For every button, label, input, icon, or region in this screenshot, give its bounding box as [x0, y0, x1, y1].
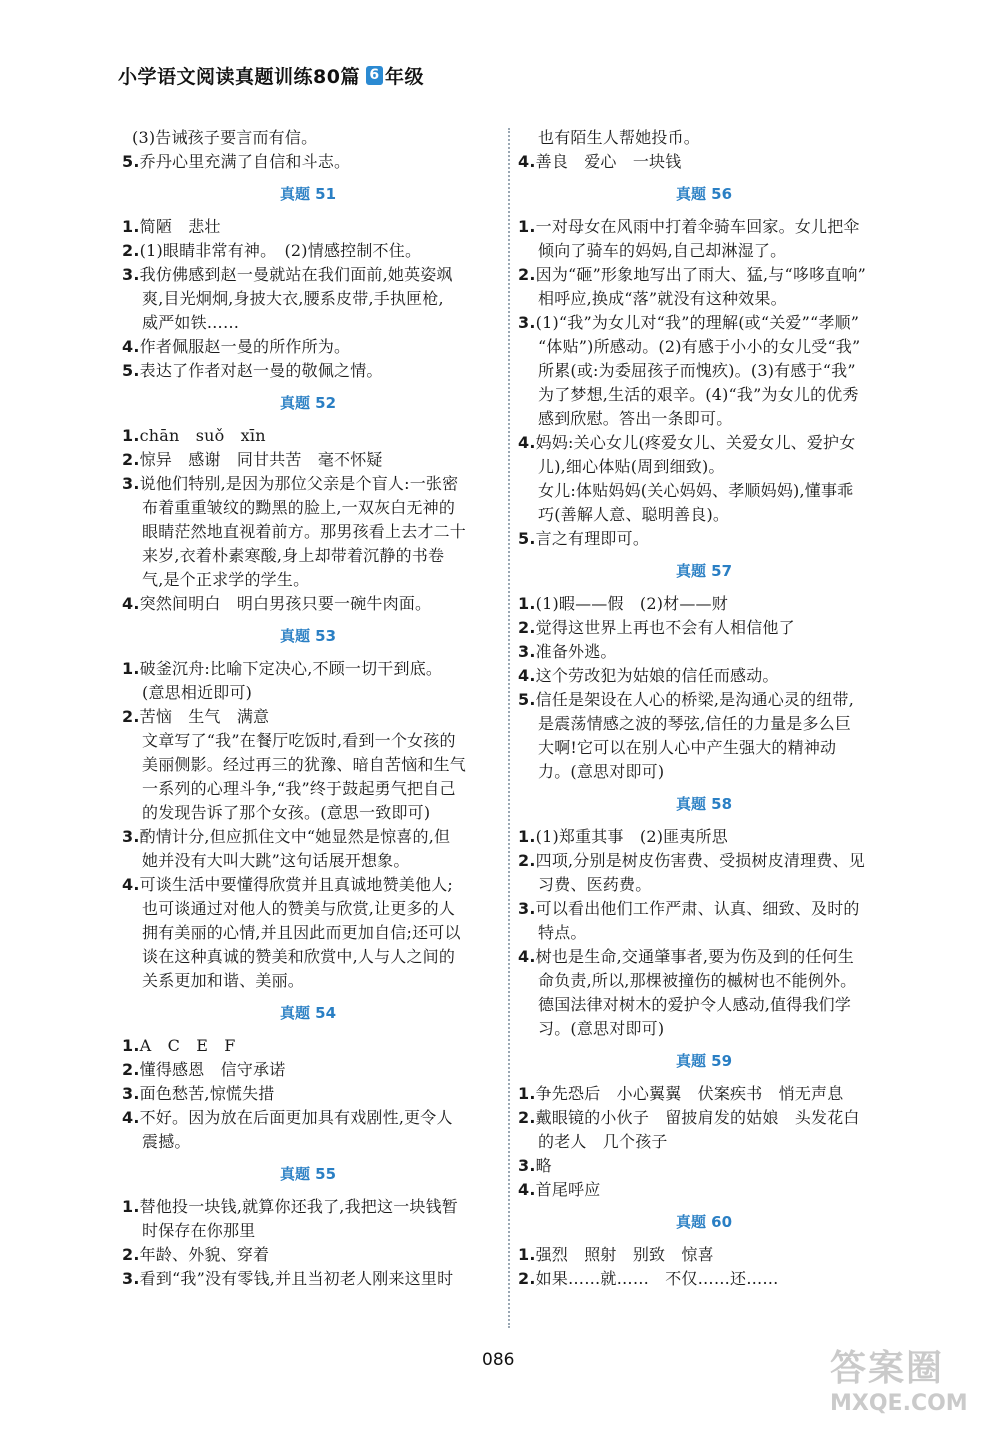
- page-number: 086: [482, 1350, 515, 1370]
- answer-text: 感到欣慰。答出一条即可。: [538, 409, 733, 428]
- section-heading: 真题 60: [675, 1213, 733, 1231]
- answer-item: [518, 1267, 890, 1291]
- answer-line: [122, 777, 494, 801]
- answer-text: 也可谈通过对他人的赞美与欣赏,让更多的人: [142, 899, 456, 918]
- section-heading: 真题 54: [279, 1004, 337, 1022]
- answer-text: 她并没有大叫大跳”这句话展开想象。: [142, 851, 410, 870]
- answer-line: [122, 287, 494, 311]
- answer-line: [122, 897, 494, 921]
- answer-item: [518, 311, 890, 335]
- answer-line: [122, 1130, 494, 1154]
- item-number: 2.: [518, 851, 536, 870]
- answer-text: 简陋 悲壮: [139, 217, 221, 236]
- item-number: 2.: [122, 450, 140, 469]
- answer-line: [518, 736, 890, 760]
- answer-text: 戴眼镜的小伙子 留披肩发的姑娘 头发花白: [535, 1108, 860, 1127]
- item-number: 1.: [518, 827, 536, 846]
- answer-item: [122, 1034, 494, 1058]
- answer-item: [122, 705, 494, 729]
- item-number: 4.: [122, 1108, 140, 1127]
- answer-line: [518, 1017, 890, 1041]
- answer-line: [122, 568, 494, 592]
- answer-item: [122, 359, 494, 383]
- answer-item: [122, 1106, 494, 1130]
- answer-text: (1)“我”为女儿对“我”的理解(或“关爱”“孝顺”: [535, 313, 860, 332]
- answer-text: 也有陌生人帮她投币。: [538, 128, 701, 147]
- item-number: 4.: [122, 337, 140, 356]
- answer-line: [518, 239, 890, 263]
- answer-text: 不好。因为放在后面更加具有戏剧性,更令人: [139, 1108, 453, 1127]
- section-heading: 真题 56: [675, 185, 733, 203]
- answer-line: [518, 335, 890, 359]
- answer-item: [122, 873, 494, 897]
- answer-item: [518, 664, 890, 688]
- answer-text: 眼睛茫然地直视着前方。那男孩看上去才二十: [142, 522, 467, 541]
- answer-line: [518, 503, 890, 527]
- section-heading: 真题 55: [279, 1165, 337, 1183]
- answer-line: [122, 544, 494, 568]
- answer-item: [518, 527, 890, 551]
- answer-item: [518, 897, 890, 921]
- item-number: 5.: [122, 361, 140, 380]
- answer-text: 大啊!它可以在别人心中产生强大的精神动: [538, 738, 837, 757]
- item-number: 1.: [122, 426, 140, 445]
- answer-line: [122, 945, 494, 969]
- answer-line: [122, 801, 494, 825]
- answer-line: [122, 520, 494, 544]
- answer-item: [518, 825, 890, 849]
- answer-item: [122, 1058, 494, 1082]
- answer-text: 年龄、外貌、穿着: [139, 1245, 270, 1264]
- book-header: [118, 62, 424, 89]
- answer-text: 惊异 感谢 同甘共苦 毫不怀疑: [139, 450, 383, 469]
- answer-item: [518, 688, 890, 712]
- answer-item: [518, 431, 890, 455]
- answer-text: 替他投一块钱,就算你还我了,我把这一块钱暂: [139, 1197, 458, 1216]
- item-number: 2.: [122, 241, 140, 260]
- answer-item: [518, 592, 890, 616]
- answer-item: [122, 239, 494, 263]
- answer-text: 可以看出他们工作严肃、认真、细致、及时的: [535, 899, 860, 918]
- answer-text: 我仿佛感到赵一曼就站在我们面前,她英姿飒: [139, 265, 453, 284]
- answer-text: 的发现告诉了那个女孩。(意思一致即可): [142, 803, 431, 822]
- item-number: 3.: [518, 1156, 536, 1175]
- answer-text: 巧(善解人意、聪明善良)。: [538, 505, 730, 524]
- answer-text: 准备外逃。: [535, 642, 617, 661]
- answer-text: “体贴”)所感动。(2)有感于小小的女儿受“我”: [538, 337, 861, 356]
- answer-text: 树也是生命,交通肇事者,要为伤及到的任何生: [535, 947, 854, 966]
- item-number: 1.: [122, 1036, 140, 1055]
- answer-text: 四项,分别是树皮伤害费、受损树皮清理费、见: [535, 851, 865, 870]
- answer-text: 这个劳改犯为姑娘的信任而感动。: [535, 666, 779, 685]
- answer-text: 表达了作者对赵一曼的敬佩之情。: [139, 361, 383, 380]
- answer-item: [122, 825, 494, 849]
- answer-text: 倾向了骑车的妈妈,自己却淋湿了。: [538, 241, 787, 260]
- item-number: 3.: [122, 827, 140, 846]
- answer-item: [518, 1154, 890, 1178]
- grade-label: 年级: [384, 66, 424, 88]
- answer-line: [518, 126, 890, 150]
- answer-text: 一对母女在风雨中打着伞骑车回家。女儿把伞: [535, 217, 860, 236]
- answer-line: [518, 359, 890, 383]
- answer-text: 时保存在你那里: [142, 1221, 256, 1240]
- item-number: 2.: [518, 618, 536, 637]
- item-number: 2.: [122, 1060, 140, 1079]
- item-number: 4.: [122, 594, 140, 613]
- answer-line: [518, 383, 890, 407]
- answer-item: [122, 657, 494, 681]
- answer-text: 震撼。: [142, 1132, 191, 1151]
- answer-text: 来岁,衣着朴素寒酸,身上却带着沉静的书卷: [142, 546, 445, 565]
- answer-line: [122, 126, 494, 150]
- answer-item: [518, 616, 890, 640]
- answer-text: 懂得感恩 信守承诺: [139, 1060, 286, 1079]
- answer-text: 特点。: [538, 923, 587, 942]
- item-number: 3.: [122, 265, 140, 284]
- answer-text: chān suǒ xīn: [139, 426, 266, 445]
- answer-item: [122, 263, 494, 287]
- item-number: 2.: [122, 707, 140, 726]
- answer-text: 酌情计分,但应抓住文中“她显然是惊喜的,但: [139, 827, 451, 846]
- answer-item: [122, 335, 494, 359]
- item-number: 4.: [518, 1180, 536, 1199]
- item-number: 3.: [122, 1084, 140, 1103]
- answer-line: [518, 969, 890, 993]
- answer-text: 因为“砸”形象地写出了雨大、猛,与“哆哆直响”: [535, 265, 867, 284]
- answer-line: [122, 496, 494, 520]
- answer-item: [122, 592, 494, 616]
- answer-text: 苦恼 生气 满意: [139, 707, 270, 726]
- section-heading: 真题 52: [279, 394, 337, 412]
- answer-text: 力。(意思对即可): [538, 762, 665, 781]
- item-number: 1.: [122, 1197, 140, 1216]
- answer-item: [122, 1243, 494, 1267]
- left-column: [122, 126, 494, 1291]
- answer-text: 可谈生活中要懂得欣赏并且真诚地赞美他人;: [139, 875, 454, 894]
- answer-line: [122, 849, 494, 873]
- answer-text: 争先恐后 小心翼翼 伏案疾书 悄无声息: [535, 1084, 844, 1103]
- column-divider: [508, 128, 510, 1328]
- answer-line: [122, 921, 494, 945]
- item-number: 3.: [518, 642, 536, 661]
- answer-text: 儿),细心体贴(周到细致)。: [538, 457, 725, 476]
- answer-item: [518, 945, 890, 969]
- answer-text: 所累(或:为委屈孩子而愧疚)。(3)有感于“我”: [538, 361, 856, 380]
- item-number: 4.: [518, 947, 536, 966]
- answer-line: [122, 311, 494, 335]
- answer-text: 觉得这世界上再也不会有人相信他了: [535, 618, 795, 637]
- answer-text: 作者佩服赵一曼的所作所为。: [139, 337, 351, 356]
- book-title: 小学语文阅读真题训练80篇: [118, 66, 360, 88]
- answer-text: 的老人 几个孩子: [538, 1132, 668, 1151]
- answer-text: 气,是个正求学的学生。: [142, 570, 310, 589]
- answer-text: 说他们特别,是因为那位父亲是个盲人:一张密: [139, 474, 459, 493]
- section-heading: 真题 53: [279, 627, 337, 645]
- answer-text: 习。(意思对即可): [538, 1019, 665, 1038]
- answer-text: 拥有美丽的心情,并且因此而更加自信;还可以: [142, 923, 461, 942]
- section-heading: 真题 58: [675, 795, 733, 813]
- answer-text: 文章写了“我”在餐厅吃饭时,看到一个女孩的: [142, 731, 456, 750]
- item-number: 3.: [122, 1269, 140, 1288]
- answer-text: 面色愁苦,惊慌失措: [139, 1084, 275, 1103]
- answer-text: 谈在这种真诚的赞美和欣赏中,人与人之间的: [142, 947, 456, 966]
- answer-line: [122, 681, 494, 705]
- answer-text: 是震荡情感之波的琴弦,信任的力量是多么巨: [538, 714, 852, 733]
- item-number: 1.: [122, 659, 140, 678]
- right-column: [518, 126, 890, 1291]
- answer-item: [518, 1178, 890, 1202]
- answer-item: [518, 849, 890, 873]
- answer-item: [518, 150, 890, 174]
- item-number: 5.: [518, 529, 536, 548]
- item-number: 2.: [518, 265, 536, 284]
- answer-item: [518, 640, 890, 664]
- answer-line: [122, 969, 494, 993]
- answer-text: (1)暇——假 (2)材——财: [535, 594, 728, 613]
- answer-item: [122, 1082, 494, 1106]
- answer-text: 信任是架设在人心的桥梁,是沟通心灵的纽带,: [535, 690, 854, 709]
- answer-item: [122, 150, 494, 174]
- answer-text: 强烈 照射 别致 惊喜: [535, 1245, 714, 1264]
- answer-text: (1)眼睛非常有神。 (2)情感控制不住。: [139, 241, 422, 260]
- answer-line: [122, 729, 494, 753]
- item-number: 5.: [518, 690, 536, 709]
- answer-text: 相呼应,换成“落”就没有这种效果。: [538, 289, 787, 308]
- answer-text: 关系更加和谐、美丽。: [142, 971, 305, 990]
- answer-text: 威严如铁……: [142, 313, 240, 332]
- answer-text: 命负责,所以,那棵被撞伤的槭树也不能例外。: [538, 971, 857, 990]
- answer-text: 德国法律对树木的爱护令人感动,值得我们学: [538, 995, 852, 1014]
- item-number: 3.: [518, 899, 536, 918]
- answer-text: 如果……就…… 不仅……还……: [535, 1269, 779, 1288]
- answer-text: 爽,目光炯炯,身披大衣,腰系皮带,手执匣枪,: [142, 289, 444, 308]
- answer-text: 布着重重皱纹的黝黑的脸上,一双灰白无神的: [142, 498, 456, 517]
- answer-text: 略: [535, 1156, 552, 1175]
- answer-text: 为了梦想,生活的艰辛。(4)“我”为女儿的优秀: [538, 385, 859, 404]
- answer-text: 妈妈:关心女儿(疼爱女儿、关爱女儿、爱护女: [535, 433, 856, 452]
- item-number: 5.: [122, 152, 140, 171]
- answer-item: [122, 472, 494, 496]
- answer-item: [122, 424, 494, 448]
- item-number: 4.: [518, 666, 536, 685]
- answer-item: [122, 448, 494, 472]
- answer-line: [518, 407, 890, 431]
- answer-text: A C E F: [139, 1036, 236, 1055]
- answer-line: [518, 873, 890, 897]
- item-number: 1.: [122, 217, 140, 236]
- item-number: 2.: [518, 1269, 536, 1288]
- watermark-text-top: 答案圈: [830, 1348, 945, 1389]
- item-number: 3.: [122, 474, 140, 493]
- answer-item: [518, 1243, 890, 1267]
- answer-text: 一系列的心理斗争,“我”终于鼓起勇气把自己: [142, 779, 456, 798]
- item-number: 4.: [122, 875, 140, 894]
- answer-text: 善良 爱心 一块钱: [535, 152, 682, 171]
- answer-text: 突然间明白 明白男孩只要一碗牛肉面。: [139, 594, 432, 613]
- answer-text: 破釜沉舟:比喻下定决心,不顾一切干到底。: [139, 659, 443, 678]
- item-number: 2.: [122, 1245, 140, 1264]
- answer-line: [518, 760, 890, 784]
- section-heading: 真题 51: [279, 185, 337, 203]
- answer-line: [518, 921, 890, 945]
- item-number: 4.: [518, 433, 536, 452]
- answer-item: [122, 215, 494, 239]
- answer-text: 看到“我”没有零钱,并且当初老人刚来这里时: [139, 1269, 454, 1288]
- item-number: 2.: [518, 1108, 536, 1127]
- answer-text: 言之有理即可。: [535, 529, 650, 548]
- answer-text: 美丽侧影。经过再三的犹豫、暗自苦恼和生气: [142, 755, 467, 774]
- answer-item: [518, 1082, 890, 1106]
- answer-text: 乔丹心里充满了自信和斗志。: [139, 152, 351, 171]
- answer-text: (1)郑重其事 (2)匪夷所思: [535, 827, 728, 846]
- item-number: 1.: [518, 1245, 536, 1264]
- answer-text: 首尾呼应: [535, 1180, 601, 1199]
- answer-line: [518, 479, 890, 503]
- answer-item: [122, 1195, 494, 1219]
- answer-text: 习费、医药费。: [538, 875, 652, 894]
- item-number: 1.: [518, 594, 536, 613]
- answer-line: [518, 287, 890, 311]
- answer-item: [518, 263, 890, 287]
- answer-text: 女儿:体贴妈妈(关心妈妈、孝顺妈妈),懂事乖: [538, 481, 854, 500]
- answer-line: [518, 1130, 890, 1154]
- item-number: 1.: [518, 217, 536, 236]
- answer-text: (意思相近即可): [142, 683, 253, 702]
- answer-line: [518, 712, 890, 736]
- watermark-logo: [830, 1340, 990, 1430]
- answer-line: [122, 1219, 494, 1243]
- answer-text: (3)告诫孩子要言而有信。: [132, 128, 318, 147]
- answer-line: [518, 993, 890, 1017]
- watermark-text-bottom: MXQE.COM: [830, 1391, 968, 1416]
- answer-item: [518, 1106, 890, 1130]
- answer-item: [122, 1267, 494, 1291]
- answer-line: [122, 753, 494, 777]
- item-number: 1.: [518, 1084, 536, 1103]
- section-heading: 真题 57: [675, 562, 733, 580]
- item-number: 3.: [518, 313, 536, 332]
- answer-item: [518, 215, 890, 239]
- item-number: 4.: [518, 152, 536, 171]
- grade-badge: 6: [366, 66, 383, 85]
- section-heading: 真题 59: [675, 1052, 733, 1070]
- answer-line: [518, 455, 890, 479]
